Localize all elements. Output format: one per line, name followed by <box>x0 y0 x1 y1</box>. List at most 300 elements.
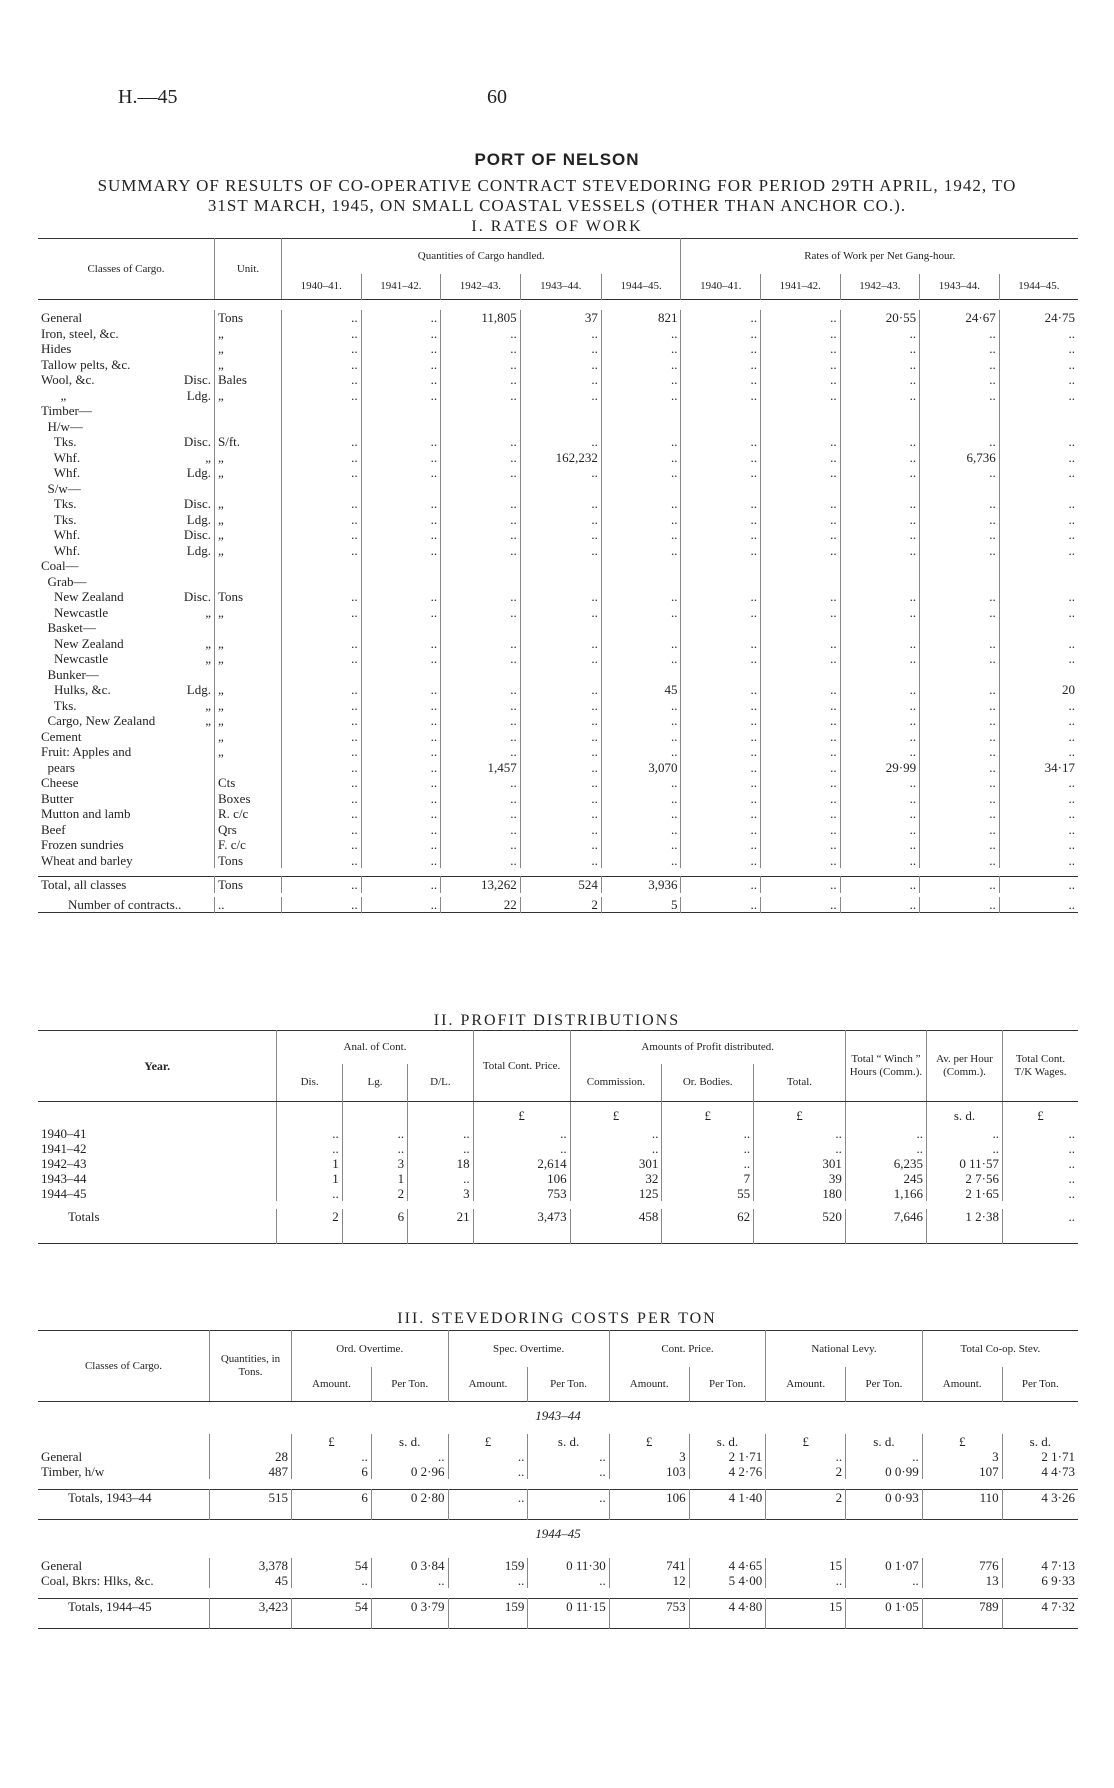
quantity-cell: .. <box>441 496 521 512</box>
price-cell: 106 <box>473 1171 570 1186</box>
unit: „ <box>215 326 282 342</box>
cargo-label: Bunker— <box>41 666 99 682</box>
subtitle-line-2: 31ST MARCH, 1945, ON SMALL COASTAL VESSELS (OTHER THAN ANCHOR CO.). <box>207 196 907 215</box>
cargo-label: Wool, &c. <box>41 372 95 387</box>
quantity-cell: 37 <box>520 310 601 326</box>
quantity-cell: .. <box>361 512 441 528</box>
quantity-cell: .. <box>441 744 521 760</box>
cargo-class <box>38 698 215 714</box>
quantity-cell: .. <box>520 698 601 714</box>
quantity-cell: .. <box>520 512 601 528</box>
col-amount: Amount. <box>609 1367 689 1402</box>
quantity-cell: .. <box>282 341 362 357</box>
quantity-cell: .. <box>601 791 681 807</box>
per-ton-cell: 4 3·26 <box>1002 1490 1078 1520</box>
rate-cell: .. <box>920 698 1000 714</box>
quantity-cell: .. <box>361 589 441 605</box>
quantity-cell: .. <box>282 682 362 698</box>
per-ton-cell: 0 1·07 <box>846 1558 923 1573</box>
quantity-cell <box>441 667 521 683</box>
per-ton-cell: 4 7·13 <box>1002 1558 1078 1573</box>
col-year: Year. <box>38 1031 277 1102</box>
amount-cell: 159 <box>448 1558 528 1573</box>
rate-cell: .. <box>761 760 841 776</box>
cargo-sub: Ldg. <box>186 682 211 697</box>
rate-cell: .. <box>840 605 920 621</box>
cargo-sub: „ <box>205 604 211 620</box>
cargo-class <box>38 775 215 791</box>
cargo-class <box>38 636 215 652</box>
quantity-cell: .. <box>282 729 362 745</box>
quantity-cell: .. <box>441 512 521 528</box>
rate-cell: 29·99 <box>840 760 920 776</box>
unit-label: £ <box>448 1434 528 1449</box>
amount-cell: 103 <box>609 1464 689 1479</box>
rate-cell: .. <box>840 744 920 760</box>
amount-cell: 3 <box>609 1449 689 1464</box>
cargo-sub: Ldg. <box>186 387 211 403</box>
year-label: 1941–42 <box>41 1141 87 1156</box>
cargo-sub: Disc. <box>183 589 211 604</box>
table-row <box>38 620 1078 636</box>
per-ton-cell: .. <box>371 1449 448 1464</box>
dl-cell: 18 <box>408 1156 473 1171</box>
unit: S/ft. <box>215 434 282 450</box>
cargo-class <box>38 450 215 466</box>
cargo-label: Cheese <box>41 775 79 790</box>
per-ton-cell: 0 11·30 <box>528 1558 609 1573</box>
unit <box>215 760 282 776</box>
tk-cell: .. <box>1002 1141 1078 1156</box>
rate-cell: .. <box>920 372 1000 388</box>
quantity-cell: .. <box>361 543 441 559</box>
cargo-label: Frozen sundries <box>41 837 124 852</box>
winch-cell: 1,166 <box>845 1186 926 1201</box>
quantity-cell: .. <box>282 837 362 853</box>
quantity-cell: .. <box>520 326 601 342</box>
unit <box>215 574 282 590</box>
rate-cell: .. <box>840 775 920 791</box>
cargo-class <box>38 481 215 497</box>
per-ton-cell: .. <box>528 1573 609 1588</box>
table-row <box>38 1464 1078 1479</box>
stevedoring-costs-table <box>38 1330 1078 1629</box>
quantity-cell: .. <box>520 636 601 652</box>
qty-cell: 28 <box>210 1449 292 1464</box>
quantity-cell: .. <box>601 543 681 559</box>
rate-cell: .. <box>999 341 1078 357</box>
unit-row <box>38 1434 1078 1449</box>
cargo-label: Whf. <box>41 449 81 465</box>
col-classes: Classes of Cargo. <box>38 1331 210 1402</box>
quantity-cell: .. <box>601 651 681 667</box>
rate-cell <box>681 481 761 497</box>
quantity-cell: .. <box>282 372 362 388</box>
quantity-cell: .. <box>520 341 601 357</box>
unit-label: s. d. <box>1002 1434 1078 1449</box>
quantity-cell <box>361 403 441 419</box>
rate-cell: .. <box>920 713 1000 729</box>
quantity-cell: .. <box>601 357 681 373</box>
per-ton-cell: .. <box>528 1464 609 1479</box>
quantity-cell: .. <box>520 760 601 776</box>
col-per-ton: Per Ton. <box>1002 1367 1078 1402</box>
cargo-label: General <box>41 310 83 325</box>
rate-cell: .. <box>840 357 920 373</box>
quantity-cell: .. <box>601 512 681 528</box>
comm-cell: .. <box>570 1126 662 1141</box>
cargo-sub: Disc. <box>183 527 211 542</box>
table-row <box>38 558 1078 574</box>
per-ton-cell: 4 4·65 <box>689 1558 766 1573</box>
total-cell: 301 <box>754 1156 846 1171</box>
rate-cell: .. <box>999 388 1078 404</box>
rate-cell: .. <box>840 527 920 543</box>
table-row <box>38 357 1078 373</box>
page-number: 60 <box>487 86 507 108</box>
quantity-cell: .. <box>441 357 521 373</box>
unit-label: s. d. <box>927 1102 1003 1127</box>
quantity-cell: .. <box>282 434 362 450</box>
col-bodies: Or. Bodies. <box>662 1064 754 1102</box>
rate-cell: .. <box>840 682 920 698</box>
tk-cell: .. <box>1002 1209 1078 1243</box>
cargo-label: Tallow pelts, &c. <box>41 356 131 372</box>
lg-cell: .. <box>342 1126 407 1141</box>
cargo-sub: Ldg. <box>186 511 211 527</box>
table-row <box>38 682 1078 698</box>
amount-cell: .. <box>292 1449 372 1464</box>
quantity-cell: .. <box>441 589 521 605</box>
amount-cell: 107 <box>922 1464 1002 1479</box>
table-row <box>38 481 1078 497</box>
table-row <box>38 496 1078 512</box>
rate-cell: .. <box>840 434 920 450</box>
quantity-cell: .. <box>441 636 521 652</box>
table-row <box>38 713 1078 729</box>
cargo-label: Basket— <box>41 620 96 635</box>
rate-year-3: 1943–44. <box>920 274 1000 299</box>
cargo-label: Iron, steel, &c. <box>41 325 119 341</box>
quantity-cell <box>282 403 362 419</box>
cargo-class <box>38 465 215 481</box>
quantity-cell: .. <box>282 775 362 791</box>
quantity-cell: .. <box>361 465 441 481</box>
col-dis: Dis. <box>277 1064 342 1102</box>
table-row <box>38 760 1078 776</box>
per-ton-cell: .. <box>846 1449 923 1464</box>
rate-cell <box>840 481 920 497</box>
quantity-cell <box>361 558 441 574</box>
year-label: 1944–45 <box>41 1186 87 1201</box>
quantity-cell <box>601 620 681 636</box>
qty-cell: 45 <box>210 1573 292 1588</box>
rate-cell: .. <box>761 543 841 559</box>
table-row <box>38 310 1078 326</box>
quantity-cell: .. <box>601 527 681 543</box>
per-ton-cell: 0 2·80 <box>371 1490 448 1520</box>
rate-cell: .. <box>999 822 1078 838</box>
unit: Cts <box>215 775 282 791</box>
rate-cell: .. <box>840 853 920 869</box>
per-ton-cell: 4 1·40 <box>689 1490 766 1520</box>
rate-cell: .. <box>681 310 761 326</box>
unit: F. c/c <box>215 837 282 853</box>
table-row <box>38 512 1078 528</box>
rate-cell: .. <box>681 434 761 450</box>
tk-cell: .. <box>1002 1186 1078 1201</box>
quantity-cell: .. <box>601 341 681 357</box>
quantity-cell: .. <box>601 496 681 512</box>
quantity-cell: .. <box>520 357 601 373</box>
quantity-cell: .. <box>282 388 362 404</box>
rate-cell: .. <box>920 651 1000 667</box>
rate-cell: .. <box>920 775 1000 791</box>
dis-cell: .. <box>277 1186 342 1201</box>
cargo-label: Hides <box>41 341 72 356</box>
rate-cell: .. <box>840 729 920 745</box>
rate-cell <box>999 574 1078 590</box>
quantity-cell: .. <box>441 388 521 404</box>
col-amount: Amount. <box>292 1367 372 1402</box>
quantity-cell: .. <box>520 388 601 404</box>
rate-cell: .. <box>761 744 841 760</box>
rate-cell: .. <box>681 837 761 853</box>
amount-cell: .. <box>292 1573 372 1588</box>
col-total-price: Total Cont. Price. <box>473 1031 570 1102</box>
quantity-cell: .. <box>282 651 362 667</box>
amount-cell: 13 <box>922 1573 1002 1588</box>
quantity-cell: .. <box>441 822 521 838</box>
rate-cell: .. <box>681 341 761 357</box>
table-row <box>38 326 1078 342</box>
quantity-cell: .. <box>282 496 362 512</box>
rate-cell: .. <box>999 543 1078 559</box>
rate-cell: 34·17 <box>999 760 1078 776</box>
cargo-class <box>38 558 215 574</box>
unit-label: s. d. <box>846 1434 923 1449</box>
cargo-class <box>38 341 215 357</box>
quantity-cell <box>361 620 441 636</box>
quantity-cell: .. <box>441 465 521 481</box>
per-ton-cell: 4 4·80 <box>689 1599 766 1629</box>
dl-cell: .. <box>408 1126 473 1141</box>
quantity-cell <box>441 419 521 435</box>
quantity-cell <box>520 481 601 497</box>
unit <box>215 403 282 419</box>
av-cell: 2 7·56 <box>927 1171 1003 1186</box>
cargo-label: Whf. <box>41 527 81 542</box>
cargo-class <box>38 310 215 326</box>
rate-cell: .. <box>920 682 1000 698</box>
table-row <box>38 877 1078 893</box>
bodies-cell: 55 <box>662 1186 754 1201</box>
rate-cell <box>761 667 841 683</box>
rate-cell <box>761 558 841 574</box>
cargo-label: General <box>41 1449 83 1464</box>
quantity-cell: 3,936 <box>601 877 681 893</box>
unit: „ <box>215 512 282 528</box>
year-label: 1940–41 <box>41 1126 87 1141</box>
qty-cell: 487 <box>210 1464 292 1479</box>
table-row <box>38 1126 1078 1141</box>
cargo-sub: „ <box>205 635 211 651</box>
quantity-cell: .. <box>520 729 601 745</box>
rate-year-1: 1941–42. <box>761 274 841 299</box>
rate-cell: .. <box>999 806 1078 822</box>
rate-cell: .. <box>761 806 841 822</box>
rate-cell: .. <box>761 450 841 466</box>
amount-cell: .. <box>448 1490 528 1520</box>
rate-cell: .. <box>920 434 1000 450</box>
unit: „ <box>215 605 282 621</box>
quantity-cell: .. <box>520 713 601 729</box>
quantity-cell: .. <box>282 853 362 869</box>
rate-cell <box>681 620 761 636</box>
quantity-cell <box>601 667 681 683</box>
amount-cell: 789 <box>922 1599 1002 1629</box>
unit-label: s. d. <box>371 1434 448 1449</box>
rate-cell: .. <box>761 682 841 698</box>
cargo-class <box>38 837 215 853</box>
unit <box>215 419 282 435</box>
rate-cell <box>840 558 920 574</box>
rate-cell: .. <box>761 713 841 729</box>
rate-cell: .. <box>920 729 1000 745</box>
cargo-label: Totals, 1943–44 <box>68 1490 152 1505</box>
rate-cell: .. <box>681 744 761 760</box>
cargo-class <box>38 512 215 528</box>
unit <box>215 667 282 683</box>
quantity-cell: .. <box>520 589 601 605</box>
quantity-cell <box>361 419 441 435</box>
per-ton-cell: 4 4·73 <box>1002 1464 1078 1479</box>
table-row <box>38 1209 1078 1243</box>
rate-cell: .. <box>999 527 1078 543</box>
table-row <box>38 341 1078 357</box>
quantity-cell: .. <box>361 326 441 342</box>
section-2-title: II. PROFIT DISTRIBUTIONS <box>433 1012 681 1029</box>
bodies-cell: .. <box>662 1126 754 1141</box>
quantity-cell <box>601 574 681 590</box>
quantity-cell: .. <box>441 605 521 621</box>
rate-cell: .. <box>761 636 841 652</box>
cargo-label: Grab— <box>41 573 87 589</box>
quantity-cell: .. <box>361 775 441 791</box>
table-row <box>38 897 1078 913</box>
rate-cell: .. <box>761 341 841 357</box>
page-reference: H.—45 <box>118 86 178 108</box>
rate-cell: .. <box>761 897 841 913</box>
rate-cell: .. <box>681 589 761 605</box>
rate-cell: 24·67 <box>920 310 1000 326</box>
rate-cell: .. <box>681 682 761 698</box>
rate-cell: .. <box>999 775 1078 791</box>
unit: Tons <box>215 853 282 869</box>
rate-cell: .. <box>999 897 1078 913</box>
rate-cell: .. <box>840 806 920 822</box>
quantity-cell <box>282 419 362 435</box>
col-group-0: Ord. Overtime. <box>292 1331 449 1368</box>
quantity-cell: .. <box>601 744 681 760</box>
table-row <box>38 822 1078 838</box>
table-row <box>38 372 1078 388</box>
cargo-label: Butter <box>41 790 74 806</box>
rate-cell: .. <box>681 357 761 373</box>
rate-cell: .. <box>761 496 841 512</box>
rate-cell: 6,736 <box>920 450 1000 466</box>
unit: „ <box>215 527 282 543</box>
rate-cell: .. <box>761 589 841 605</box>
quantity-cell <box>601 558 681 574</box>
winch-cell: 245 <box>845 1171 926 1186</box>
quantity-cell: .. <box>361 341 441 357</box>
quantity-cell <box>520 558 601 574</box>
rate-cell: .. <box>761 372 841 388</box>
cargo-class <box>38 822 215 838</box>
rate-cell: .. <box>920 877 1000 893</box>
rate-cell: .. <box>999 791 1078 807</box>
cargo-label: Tks. <box>41 496 77 511</box>
price-cell: 2,614 <box>473 1156 570 1171</box>
col-tk-wages: Total Cont. T/K Wages. <box>1002 1031 1078 1102</box>
dis-cell: .. <box>277 1141 342 1156</box>
qty-year-1: 1941–42. <box>361 274 441 299</box>
rate-cell: .. <box>840 698 920 714</box>
rate-cell: .. <box>920 822 1000 838</box>
bodies-cell: 62 <box>662 1209 754 1243</box>
col-winch-hours: Total “ Winch ” Hours (Comm.). <box>845 1031 926 1102</box>
cargo-class <box>38 744 215 760</box>
unit-label: £ <box>754 1102 846 1127</box>
rate-cell: .. <box>999 372 1078 388</box>
unit: „ <box>215 450 282 466</box>
quantity-cell <box>520 620 601 636</box>
rate-cell: .. <box>681 388 761 404</box>
unit: „ <box>215 496 282 512</box>
rate-cell: .. <box>840 791 920 807</box>
quantity-cell: .. <box>282 450 362 466</box>
rate-cell: .. <box>920 760 1000 776</box>
cargo-sub: Ldg. <box>186 542 211 558</box>
rate-cell: .. <box>761 357 841 373</box>
quantity-cell: .. <box>441 527 521 543</box>
dis-cell: 1 <box>277 1156 342 1171</box>
quantity-cell: .. <box>520 434 601 450</box>
cargo-sub: „ <box>205 697 211 713</box>
cargo-class <box>38 791 215 807</box>
price-cell: .. <box>473 1126 570 1141</box>
quantity-cell: .. <box>282 806 362 822</box>
rate-cell: .. <box>761 729 841 745</box>
per-ton-cell: 0 0·99 <box>846 1464 923 1479</box>
rate-cell: .. <box>920 636 1000 652</box>
rate-cell: .. <box>999 326 1078 342</box>
rate-cell: .. <box>999 698 1078 714</box>
rate-cell: .. <box>761 822 841 838</box>
per-ton-cell: 4 2·76 <box>689 1464 766 1479</box>
rate-cell: .. <box>840 636 920 652</box>
quantity-cell: .. <box>361 605 441 621</box>
rate-cell: .. <box>999 357 1078 373</box>
table-row <box>38 729 1078 745</box>
quantity-cell: .. <box>520 651 601 667</box>
rate-cell: .. <box>681 465 761 481</box>
cargo-class <box>38 651 215 667</box>
quantity-cell: .. <box>601 713 681 729</box>
quantity-cell: .. <box>441 713 521 729</box>
bodies-cell: 7 <box>662 1171 754 1186</box>
